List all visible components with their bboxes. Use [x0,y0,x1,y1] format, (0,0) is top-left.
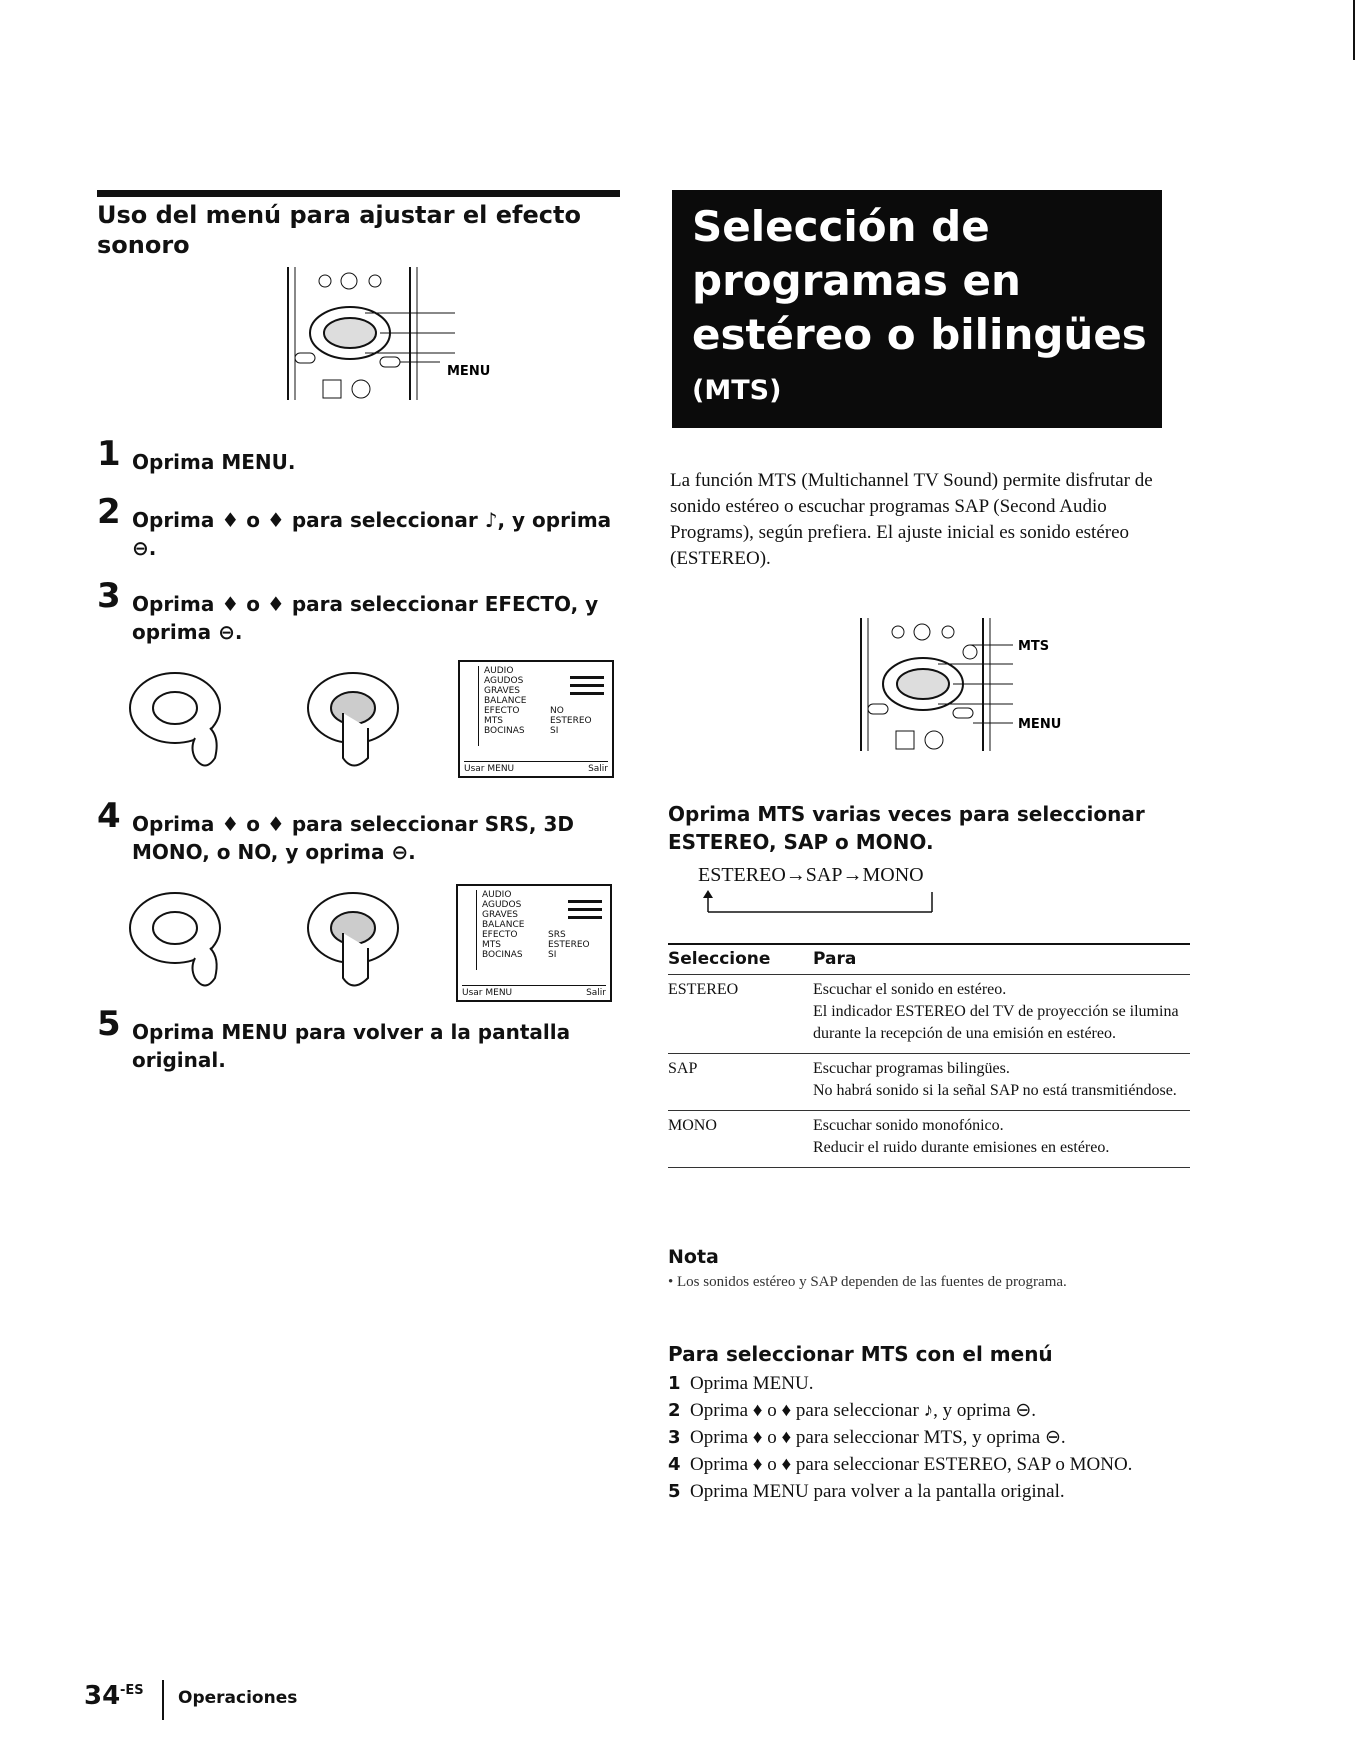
list-item: 2 Oprima ♦ o ♦ para seleccionar ♪, y oprima ⊖. [668,1400,1037,1421]
mts-callout: MTS [1018,639,1050,654]
selection-table [668,943,1190,1168]
remote-illustration-mts [858,616,1088,756]
joystick-press-illustration-2 [125,888,245,998]
note-text: • Los sonidos estéreo y SAP dependen de las fuentes de programa. [668,1274,1067,1290]
joystick-press-illustration [125,668,245,778]
page-number: 34 [84,1681,121,1711]
table-row: ESTEREO Escuchar el sonido en estéreo. El indicador ESTEREO del TV de proyección se ilumina durante la recepción de una emisión en estéreo. [668,974,1190,1053]
note-heading: Nota [668,1246,719,1268]
footer-divider [162,1680,164,1720]
section-banner [672,190,1162,428]
table-row: SAP Escuchar programas bilingües. No habrá sonido si la señal SAP no está transmitiéndose. [668,1053,1190,1110]
joystick-push-illustration [298,668,418,778]
table-row: MONO Escuchar sonido monofónico. Reducir el ruido durante emisiones en estéreo. [668,1110,1190,1167]
section-title: Uso del menú para ajustar el efecto sonoro [97,201,581,259]
mts-instruction-heading: Oprima MTS varias veces para seleccionar ESTEREO, SAP o MONO. [668,802,1145,854]
menu-callout: MENU [447,364,491,379]
page-language-suffix: -ES [120,1683,144,1698]
joystick-push-illustration-2 [298,888,418,998]
margin-mark [1353,0,1355,60]
section-name: Operaciones [178,1688,298,1708]
list-item: 5 Oprima MENU para volver a la pantalla original. [668,1481,1065,1502]
osd-screen-efecto: AUDIO AGUDOS GRAVES BALANCE EFECTO MTS BOCINAS SRS ESTEREO SI Usar MENU Salir [456,884,612,1002]
remote-illustration [285,265,515,405]
step-3: 3 Oprima ♦ o ♦ para seleccionar EFECTO, y oprima ⊖. [97,576,599,644]
osd-screen-audio: AUDIO AGUDOS GRAVES BALANCE EFECTO MTS BOCINAS NO ESTEREO SI Usar MENU Salir [458,660,614,778]
list-item: 3 Oprima ♦ o ♦ para seleccionar MTS, y oprima ⊖. [668,1427,1066,1448]
step-5: 5 Oprima MENU para volver a la pantalla original. [97,1004,571,1072]
step-2: 2 Oprima ♦ o ♦ para seleccionar ♪, y oprima ⊖. [97,492,612,560]
mode-cycle: ESTEREO→SAP→MONO [698,864,924,886]
list-item: 4 Oprima ♦ o ♦ para seleccionar ESTEREO, SAP o MONO. [668,1454,1133,1475]
menu-procedure-steps [668,1370,1188,1505]
menu-procedure-heading: Para seleccionar MTS con el menú [668,1342,1053,1366]
step-4: 4 Oprima ♦ o ♦ para seleccionar SRS, 3D MONO, o NO, y oprima ⊖. [97,796,575,864]
table-header: Seleccione Para [668,943,1190,974]
banner-subtitle: (MTS) [692,375,782,406]
banner-title: Selección de programas en estéreo o bilingües [692,202,1147,359]
list-item: 1 Oprima MENU. [668,1373,814,1394]
menu-callout-right: MENU [1018,717,1062,732]
step-1: 1 Oprima MENU. [97,434,296,474]
section-rule [97,190,620,197]
intro-paragraph: La función MTS (Multichannel TV Sound) permite disfrutar de sonido estéreo o escuchar programas SAP (Second Audio Programs), según prefiera. El ajuste inicial es sonido estéreo (ESTEREO). [670,470,1153,569]
cycle-return-arrow [700,890,940,920]
